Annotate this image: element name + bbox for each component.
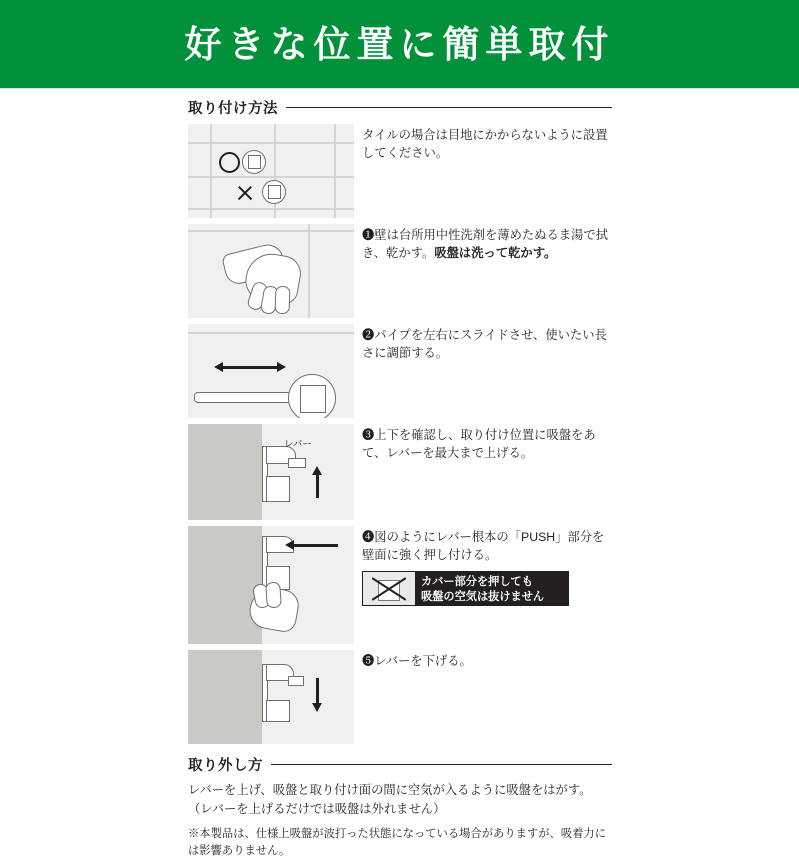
removal-note: ※本製品は、仕様上吸盤が波打った状態になっている場合がありますが、吸着力には影響ありません。 bbox=[188, 828, 606, 857]
wall-surface bbox=[188, 650, 262, 744]
tile-grout-line bbox=[188, 142, 354, 144]
hook-arm bbox=[288, 458, 306, 468]
removal-section bbox=[188, 754, 612, 859]
removal-line-2: （レバーを上げるだけでは吸盤は外れません） bbox=[188, 801, 446, 816]
wall-surface bbox=[188, 526, 262, 644]
wall-wipe-figure bbox=[188, 224, 354, 318]
caution-line-2: 吸盤の空気は抜けません bbox=[421, 590, 545, 603]
caution-box bbox=[362, 571, 569, 606]
step-lever-down bbox=[188, 650, 612, 744]
step-text-wipe-bold: 吸盤は洗って乾かす。 bbox=[434, 246, 557, 261]
lever-callout-label: レバー bbox=[284, 439, 312, 450]
push-base bbox=[266, 700, 290, 722]
tile-grout-line bbox=[188, 208, 354, 210]
pipe-slide-figure bbox=[188, 324, 354, 418]
tile-grout-line bbox=[210, 124, 212, 218]
step-text-slide: ❷パイプを左右にスライドさせ、使いたい長さに調節する。 bbox=[362, 328, 607, 361]
slide-arrow-icon bbox=[223, 366, 277, 369]
removal-line-1: レバーを上げ、吸盤と取り付け面の間に空気が入るように吸盤をはがす。 bbox=[188, 783, 592, 797]
tile-grout-line bbox=[334, 124, 336, 218]
push-direction-arrow-icon bbox=[294, 544, 338, 547]
caution-no-cover-press-icon bbox=[363, 572, 416, 605]
step-tile-placement bbox=[188, 124, 612, 218]
install-heading-label: 取り付け方法 bbox=[188, 101, 278, 117]
ng-mark-icon bbox=[236, 184, 254, 202]
page-title: 好きな位置に簡単取付 bbox=[184, 23, 615, 65]
heading-rule bbox=[271, 764, 612, 765]
content-column bbox=[188, 97, 612, 859]
pipe-icon bbox=[194, 392, 300, 403]
install-section-heading bbox=[188, 97, 612, 118]
suction-hook-icon bbox=[242, 150, 268, 174]
lever-up-arrow-icon bbox=[316, 474, 319, 498]
finger-icon bbox=[265, 582, 282, 609]
push-base bbox=[266, 476, 290, 502]
step-text-lever-down: ❺レバーを下げる。 bbox=[362, 654, 472, 668]
caution-line-1: カバー部分を押しても bbox=[421, 575, 533, 588]
step-wipe-wall bbox=[188, 224, 612, 318]
tile-grout-line bbox=[188, 176, 354, 178]
wall-surface bbox=[188, 424, 262, 520]
hook-arm bbox=[288, 676, 304, 686]
lever-down-figure bbox=[188, 650, 354, 744]
wall-line bbox=[188, 230, 354, 232]
lever-up-figure bbox=[188, 424, 354, 520]
removal-section-heading bbox=[188, 754, 612, 775]
suction-cup-icon bbox=[288, 374, 336, 418]
step-text-lever-up: ❸上下を確認し、取り付け位置に吸盤をあて、レバーを最大まで上げる。 bbox=[362, 428, 596, 461]
lever-down-arrow-icon bbox=[316, 678, 319, 704]
heading-rule bbox=[286, 107, 612, 108]
caution-text bbox=[416, 572, 568, 605]
removal-heading-label: 取り外し方 bbox=[188, 758, 263, 774]
step-text-wipe bbox=[362, 224, 610, 263]
step-lever-up bbox=[188, 424, 612, 520]
wall-line bbox=[188, 332, 354, 334]
step-text-push bbox=[362, 526, 610, 606]
tile-placement-figure bbox=[188, 124, 354, 218]
finger-icon bbox=[275, 286, 291, 315]
wall-line bbox=[308, 224, 310, 318]
suction-hook-icon bbox=[262, 180, 288, 204]
content-frame bbox=[0, 88, 799, 857]
ok-mark-icon bbox=[219, 152, 240, 173]
push-base-figure bbox=[188, 526, 354, 644]
header-banner bbox=[0, 0, 799, 88]
step-text-wipe-plain: ❶壁は台所用中性洗剤を薄めたぬるま湯で拭き、乾かす。 bbox=[362, 228, 608, 261]
step-slide-pipe bbox=[188, 324, 612, 418]
step-text-tile: タイルの場合は目地にかからないように設置してください。 bbox=[362, 128, 608, 161]
step-push-base bbox=[188, 526, 612, 644]
step-text-push-body: ❹図のようにレバー根本の「PUSH」部分を壁面に強く押し付ける。 bbox=[362, 530, 605, 563]
